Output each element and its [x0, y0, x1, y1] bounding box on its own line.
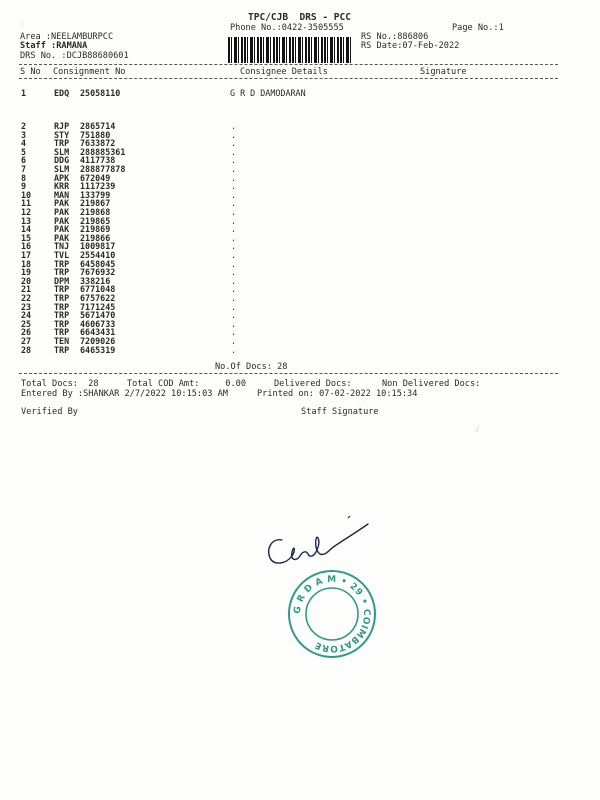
row-consignment-code: TRP: [54, 293, 70, 303]
row-consignment-number: 133799: [80, 189, 111, 200]
row-sno: 19: [21, 267, 32, 278]
row-consignee: .: [231, 293, 237, 303]
row-consignee: .: [231, 284, 237, 295]
row-consignment-code: APK: [54, 172, 70, 183]
row-consignment-number: 25058110: [80, 88, 121, 98]
row-consignment-number: 338216: [80, 275, 111, 286]
row-consignment-code: PAK: [54, 232, 70, 243]
row-consignment-number: 6465319: [80, 344, 116, 355]
row-consignment-code: TRP: [54, 310, 70, 321]
row-consignment-code: PAK: [54, 215, 70, 226]
row-consignee: .: [231, 336, 237, 346]
row-sno: 28: [21, 344, 32, 355]
row-consignment-code: TRP: [54, 344, 70, 355]
divider: [19, 373, 558, 374]
staff-label: Staff :RAMANA: [20, 41, 88, 51]
row-consignment-code: TRP: [54, 318, 70, 329]
row-consignee: .: [231, 155, 237, 166]
row-consignment-code: TNJ: [54, 241, 70, 252]
row-sno: 3: [21, 129, 27, 140]
row-consignee: .: [231, 146, 237, 157]
row-consignment-number: 6643431: [80, 327, 116, 338]
row-consignee: .: [231, 198, 237, 209]
rs-number: RS No.:886806: [361, 32, 429, 42]
row-consignee: .: [231, 232, 237, 243]
staff-signature-label: Staff Signature: [301, 407, 379, 417]
row-consignment-number: 7633872: [80, 138, 116, 149]
row-consignee: .: [231, 215, 237, 226]
row-sno: 4: [21, 138, 27, 149]
row-sno: 13: [21, 215, 32, 226]
column-header-signature: Signature: [420, 67, 467, 77]
verified-by-label: Verified By: [21, 407, 78, 417]
row-consignment-number: 6458045: [80, 258, 116, 269]
row-sno: 11: [21, 198, 32, 209]
row-consignment-number: 7171245: [80, 301, 116, 312]
row-sno: 25: [21, 318, 32, 329]
row-sno: 1: [21, 88, 27, 98]
row-consignment-code: TRP: [54, 327, 70, 338]
row-consignment-code: TRP: [54, 267, 70, 278]
row-consignee: .: [231, 301, 237, 312]
divider: [19, 64, 558, 65]
row-sno: 10: [21, 189, 32, 200]
area-label: Area :NEELAMBURPCC: [20, 32, 114, 42]
row-consignee: .: [231, 310, 237, 321]
row-consignment-code: KRR: [54, 181, 70, 192]
row-consignee: .: [231, 207, 237, 217]
row-consignment-code: DDG: [54, 155, 70, 166]
phone-number: Phone No.:0422-3505555: [230, 23, 344, 33]
scan-mark: ∶: [20, 20, 25, 28]
row-consignee: G R D DAMODARAN: [230, 88, 306, 98]
row-sno: 7: [21, 164, 27, 174]
row-consignment-number: 219869: [80, 224, 111, 235]
no-of-docs: No.Of Docs: 28: [215, 362, 288, 372]
rs-date: RS Date:07-Feb-2022: [361, 41, 460, 51]
round-stamp: [286, 568, 378, 660]
row-sno: 17: [21, 250, 32, 260]
row-consignment-code: TRP: [54, 284, 70, 295]
row-consignee: .: [231, 344, 237, 355]
row-sno: 24: [21, 310, 32, 321]
row-consignment-number: 6757622: [80, 293, 116, 303]
row-consignment-number: 288877878: [80, 164, 126, 174]
row-consignment-number: 5671470: [80, 310, 116, 321]
row-consignment-number: 4117738: [80, 155, 116, 166]
row-consignment-code: STY: [54, 129, 70, 140]
row-consignee: .: [231, 224, 237, 235]
row-consignee: .: [231, 318, 237, 329]
row-consignment-number: 219865: [80, 215, 111, 226]
row-consignment-code: PAK: [54, 224, 70, 235]
row-consignee: .: [231, 164, 237, 174]
row-consignee: .: [231, 258, 237, 269]
row-sno: 9: [21, 181, 27, 192]
row-consignment-number: 6771048: [80, 284, 116, 295]
row-consignment-code: TVL: [54, 250, 70, 260]
row-consignee: .: [231, 121, 237, 131]
row-consignee: .: [231, 275, 237, 286]
total-docs: Total Docs: 28: [21, 379, 99, 389]
row-consignment-number: 1117239: [80, 181, 116, 192]
row-sno: 20: [21, 275, 32, 286]
row-consignee: .: [231, 138, 237, 149]
row-consignment-code: TRP: [54, 138, 70, 149]
report-title: TPC/CJB DRS - PCC: [248, 12, 351, 23]
row-consignee: .: [231, 267, 237, 278]
row-sno: 21: [21, 284, 32, 295]
row-sno: 26: [21, 327, 32, 338]
row-consignment-code: EDQ: [54, 88, 70, 98]
row-consignee: .: [231, 241, 237, 252]
row-consignment-code: RJP: [54, 121, 70, 131]
row-consignment-number: 219866: [80, 232, 111, 243]
row-consignment-number: 2554410: [80, 250, 116, 260]
scan-mark: /: [475, 425, 480, 434]
row-consignment-number: 7676932: [80, 267, 116, 278]
row-consignment-number: 672049: [80, 172, 111, 183]
row-consignee: .: [231, 327, 237, 338]
row-consignment-number: 2865714: [80, 121, 116, 131]
non-delivered-docs: Non Delivered Docs:: [382, 379, 481, 389]
row-consignment-number: 4606733: [80, 318, 116, 329]
printed-on: Printed on: 07-02-2022 10:15:34: [257, 389, 418, 399]
row-consignment-number: 288885361: [80, 146, 126, 157]
row-consignment-code: MAN: [54, 189, 70, 200]
entered-by: Entered By :SHANKAR 2/7/2022 10:15:03 AM: [21, 389, 228, 399]
barcode: [228, 37, 352, 63]
column-header-consignee: Consignee Details: [240, 67, 328, 77]
row-consignee: .: [231, 129, 237, 140]
row-consignee: .: [231, 250, 237, 260]
row-consignment-code: DPM: [54, 275, 70, 286]
row-sno: 6: [21, 155, 27, 166]
row-consignee: .: [231, 181, 237, 192]
drs-number: DRS No. :DCJB88680601: [20, 51, 129, 61]
row-sno: 16: [21, 241, 32, 252]
row-sno: 27: [21, 336, 32, 346]
delivered-docs: Delivered Docs:: [274, 379, 352, 389]
divider: [19, 78, 558, 79]
row-consignment-code: TEN: [54, 336, 70, 346]
row-consignment-number: 219868: [80, 207, 111, 217]
row-consignment-number: 1009817: [80, 241, 116, 252]
row-consignment-number: 7209026: [80, 336, 116, 346]
row-sno: 22: [21, 293, 32, 303]
row-consignment-code: PAK: [54, 207, 70, 217]
stamp-text: G R D A M • 29 • COIMBATORE: [292, 574, 372, 654]
row-sno: 2: [21, 121, 27, 131]
row-sno: 18: [21, 258, 32, 269]
row-consignee: .: [231, 172, 237, 183]
column-header-sno: S No: [20, 67, 41, 77]
row-sno: 5: [21, 146, 27, 157]
row-consignment-code: TRP: [54, 301, 70, 312]
row-consignment-number: 219867: [80, 198, 111, 209]
row-consignment-code: SLM: [54, 164, 70, 174]
total-cod-amount: Total COD Amt: 0.00: [127, 379, 246, 389]
page-number: Page No.:1: [452, 23, 504, 33]
row-sno: 15: [21, 232, 32, 243]
row-consignment-code: PAK: [54, 198, 70, 209]
handwritten-signature: [258, 512, 378, 572]
column-header-consignment: Consignment No: [53, 67, 126, 77]
row-sno: 14: [21, 224, 32, 235]
row-sno: 12: [21, 207, 32, 217]
row-sno: 8: [21, 172, 27, 183]
row-sno: 23: [21, 301, 32, 312]
row-consignment-number: 751880: [80, 129, 111, 140]
row-consignment-code: SLM: [54, 146, 70, 157]
row-consignment-code: TRP: [54, 258, 70, 269]
row-consignee: .: [231, 189, 237, 200]
